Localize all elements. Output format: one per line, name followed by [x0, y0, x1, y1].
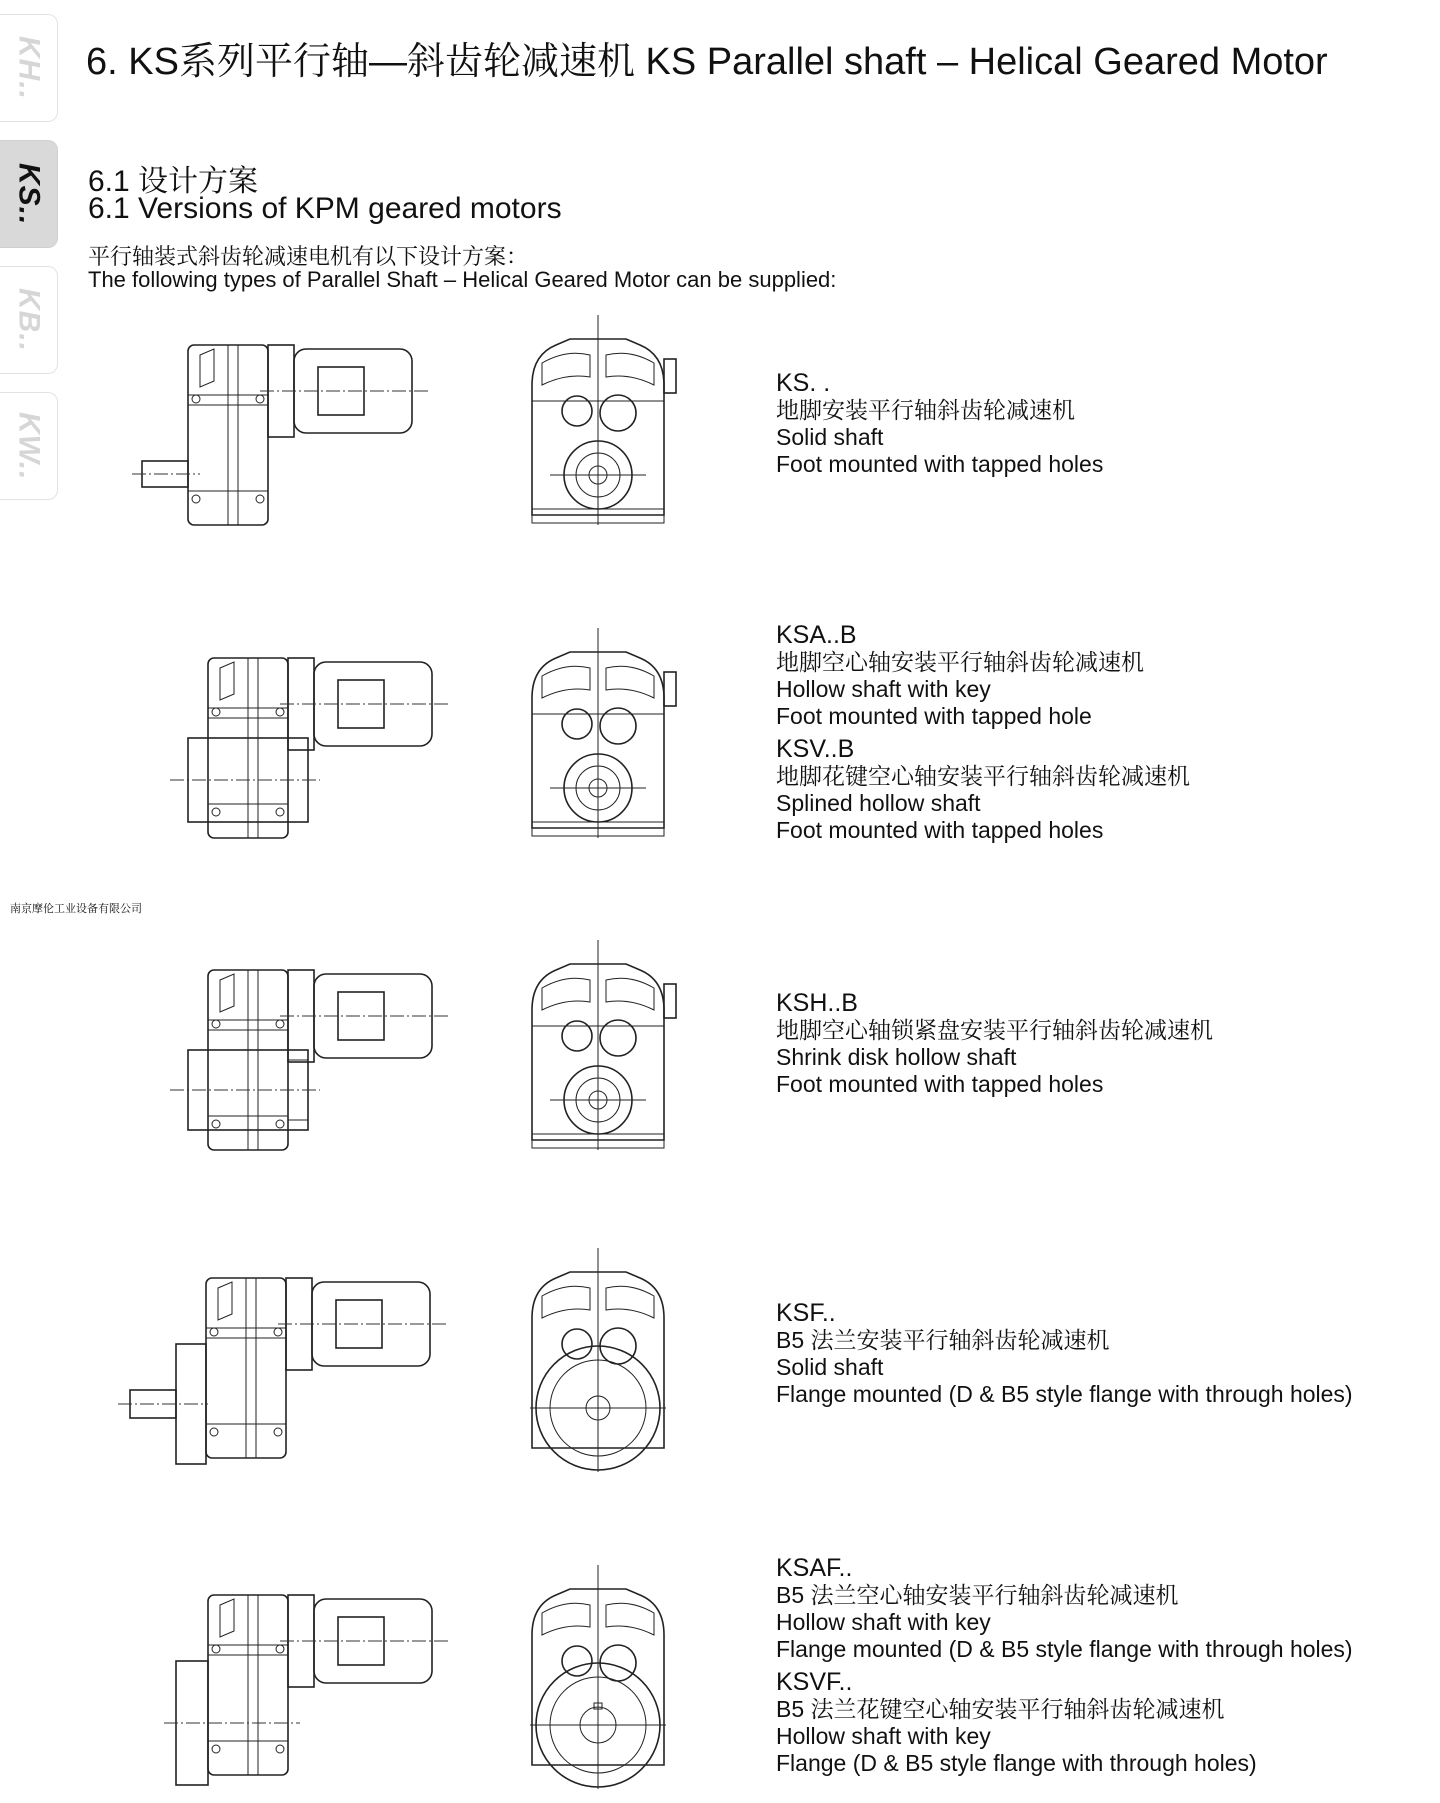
version-name-cn: B5 法兰安装平行轴斜齿轮减速机	[776, 1327, 1110, 1353]
version-code: KSVF..	[776, 1668, 853, 1696]
side-tab-kh[interactable]	[0, 14, 58, 122]
side-view-drawing	[150, 940, 470, 1165]
version-mount: Flange (D & B5 style flange with through holes)	[776, 1750, 1257, 1776]
front-view-drawing	[510, 1248, 690, 1478]
version-description	[776, 990, 1213, 1098]
front-view-drawing	[510, 1565, 690, 1795]
side-view-drawing	[130, 315, 450, 550]
version-mount: Flange mounted (D & B5 style flange with through holes)	[776, 1381, 1353, 1407]
version-shaft: Hollow shaft with key	[776, 676, 991, 702]
version-shaft: Shrink disk hollow shaft	[776, 1044, 1017, 1070]
version-mount: Foot mounted with tapped hole	[776, 703, 1092, 729]
front-view-drawing	[510, 940, 690, 1165]
version-name-cn: 地脚空心轴安装平行轴斜齿轮减速机	[776, 649, 1144, 675]
front-view-drawing	[510, 628, 690, 853]
version-code: KSH..B	[776, 989, 858, 1017]
side-tab-kb[interactable]	[0, 266, 58, 374]
side-view-drawing	[150, 1565, 470, 1795]
version-description	[776, 1555, 1353, 1777]
version-shaft: Hollow shaft with key	[776, 1609, 991, 1635]
intro-en: The following types of Parallel Shaft – Helical Geared Motor can be supplied:	[88, 267, 837, 292]
version-description	[776, 1300, 1353, 1408]
company-name: 南京摩伦工业设备有限公司	[10, 903, 142, 915]
section-title-cn: 6.1 设计方案	[88, 165, 259, 198]
side-tab-label: KB..	[12, 288, 46, 352]
version-description	[776, 370, 1103, 478]
version-name-cn: B5 法兰花键空心轴安装平行轴斜齿轮减速机	[776, 1696, 1225, 1722]
side-tab-ks[interactable]	[0, 140, 58, 248]
version-shaft: Hollow shaft with key	[776, 1723, 991, 1749]
version-shaft: Splined hollow shaft	[776, 790, 981, 816]
side-view-drawing	[118, 1248, 458, 1478]
version-shaft: Solid shaft	[776, 1354, 884, 1380]
version-name-cn: 地脚空心轴锁紧盘安装平行轴斜齿轮减速机	[776, 1017, 1213, 1043]
version-code: KSV..B	[776, 735, 855, 763]
version-name-cn: 地脚花键空心轴安装平行轴斜齿轮减速机	[776, 763, 1190, 789]
version-mount: Foot mounted with tapped holes	[776, 1071, 1104, 1097]
version-description	[776, 622, 1190, 844]
version-mount: Flange mounted (D & B5 style flange with through holes)	[776, 1636, 1353, 1662]
intro-cn: 平行轴装式斜齿轮减速电机有以下设计方案：	[88, 244, 529, 269]
version-name-cn: 地脚安装平行轴斜齿轮减速机	[776, 397, 1075, 423]
section-title-en: 6.1 Versions of KPM geared motors	[88, 192, 562, 225]
side-view-drawing	[150, 628, 470, 853]
side-tab-kw[interactable]	[0, 392, 58, 500]
version-shaft: Solid shaft	[776, 424, 884, 450]
side-tab-label: KS..	[12, 162, 46, 226]
version-mount: Foot mounted with tapped holes	[776, 451, 1104, 477]
side-tab-label: KH..	[12, 36, 46, 100]
version-name-cn: B5 法兰空心轴安装平行轴斜齿轮减速机	[776, 1582, 1179, 1608]
front-view-drawing	[510, 315, 690, 540]
version-code: KS. .	[776, 369, 831, 397]
page-title: 6. KS系列平行轴—斜齿轮减速机 KS Parallel shaft – Helical Geared Motor	[86, 41, 1328, 83]
version-code: KSA..B	[776, 621, 857, 649]
version-mount: Foot mounted with tapped holes	[776, 817, 1104, 843]
version-code: KSAF..	[776, 1554, 853, 1582]
side-tab-label: KW..	[12, 411, 46, 481]
version-code: KSF..	[776, 1299, 836, 1327]
